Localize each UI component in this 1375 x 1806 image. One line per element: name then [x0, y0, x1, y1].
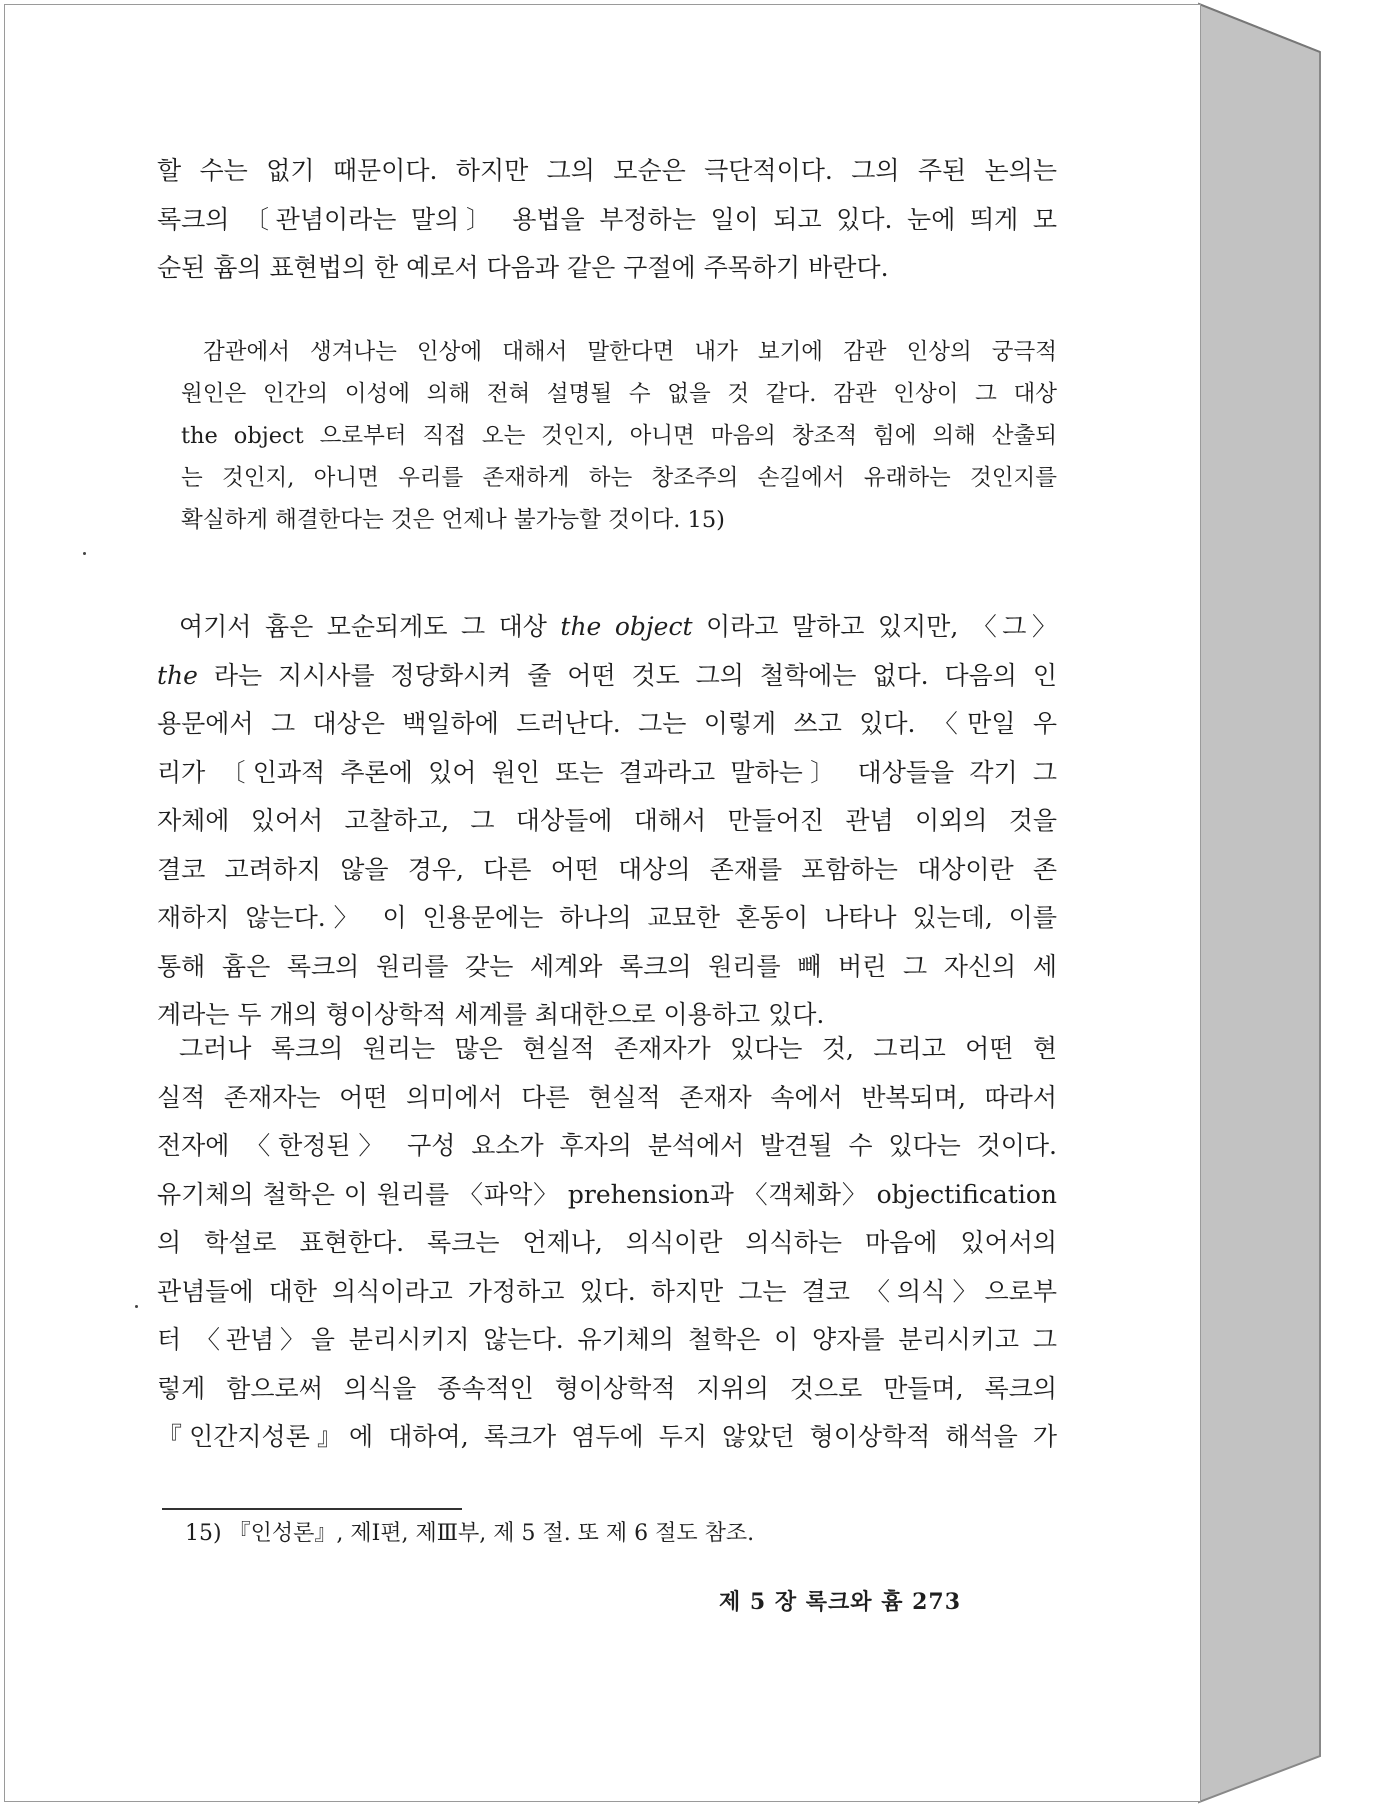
italic-term: the [157, 660, 198, 690]
italic-term: the object [560, 612, 693, 641]
text-line: 『인간지성론』에 대하여, 록크가 염두에 두지 않았던 형이상학적 해석을 가 [157, 1422, 1057, 1451]
text-line: 렇게 함으로써 의식을 종속적인 형이상학적 지위의 것으로 만들며, 록크의 [157, 1373, 1057, 1403]
text-span: 이라고 말하고 있지만, 〈그〉 [692, 612, 1057, 641]
book-page [4, 4, 1201, 1802]
text-line: 자체에 있어서 고찰하고, 그 대상들에 대해서 만들어진 관념 이외의 것을 [157, 806, 1057, 835]
text-line: 터 〈관념〉을 분리시키지 않는다. 유기체의 철학은 이 양자를 분리시키고 그 [157, 1325, 1057, 1354]
text-span: 여기서 흄은 모순되게도 그 대상 [179, 612, 561, 641]
text-line [157, 652, 1057, 701]
text-line: 관념들에 대한 의식이라고 가정하고 있다. 하지만 그는 결코 〈의식〉으로부 [157, 1276, 1057, 1306]
text-line: 재하지 않는다.〉 이 인용문에는 하나의 교묘한 혼동이 나타나 있는데, 이를 [157, 903, 1057, 932]
text-line: 용문에서 그 대상은 백일하에 드러난다. 그는 이렇게 쓰고 있다. 〈만일 우 [157, 709, 1057, 738]
main-paragraph [157, 603, 1057, 1040]
text-line: 순된 흄의 표현법의 한 예로서 다음과 같은 구절에 주목하기 바란다. [157, 253, 889, 282]
text-line: 할 수는 없기 때문이다. 하지만 그의 모순은 극단적이다. 그의 주된 논의는 [157, 156, 1057, 185]
scan-speck [83, 552, 86, 555]
block-quote [181, 331, 1057, 541]
continuing-paragraph [157, 1025, 1057, 1462]
text-line: 록크의 〔관념이라는 말의〕 용법을 부정하는 일이 되고 있다. 눈에 띄게 모 [157, 204, 1057, 234]
text-line: 리가 〔인과적 추론에 있어 원인 또는 결과라고 말하는〕 대상들을 각기 그 [157, 757, 1057, 787]
quote-line: 는 것인지, 아니면 우리를 존재하게 하는 창조주의 손길에서 유래하는 것인지를 [181, 465, 1057, 491]
scan-speck [135, 1305, 138, 1308]
running-footer: 제 5 장 록크와 흄 273 [719, 1589, 962, 1615]
footnote-divider [162, 1508, 462, 1510]
quote-line: the object 으로부터 직접 오는 것인지, 아니면 마음의 창조적 힘에 의해 산출되 [181, 423, 1057, 449]
footnote: 15) 『인성론』, 제Ⅰ편, 제Ⅲ부, 제 5 절. 또 제 6 절도 참조. [185, 1521, 755, 1546]
text-span: 라는 지시사를 정당화시켜 줄 어떤 것도 그의 철학에는 없다. 다음의 인 [197, 660, 1057, 690]
quote-line: 감관에서 생겨나는 인상에 대해서 말한다면 내가 보기에 감관 인상의 궁극적 [203, 339, 1057, 365]
text-line: 그러나 록크의 원리는 많은 현실적 존재자가 있다는 것, 그리고 어떤 현 [179, 1034, 1057, 1063]
text-line: 계라는 두 개의 형이상학적 세계를 최대한으로 이용하고 있다. [157, 1000, 825, 1029]
text-line [157, 603, 1057, 652]
text-line: 실적 존재자는 어떤 의미에서 다른 현실적 존재자 속에서 반복되며, 따라서 [157, 1082, 1057, 1112]
text-line: 전자에 〈한정된〉 구성 요소가 후자의 분석에서 발견될 수 있다는 것이다. [157, 1131, 1057, 1160]
text-line: 통해 흄은 록크의 원리를 갖는 세계와 록크의 원리를 빼 버린 그 자신의 세 [157, 951, 1057, 981]
text-line: 유기체의 철학은 이 원리를 〈파악〉 prehension과 〈객체화〉 objectification [157, 1179, 1057, 1209]
intro-paragraph [157, 147, 1057, 293]
text-line: 의 학설로 표현한다. 록크는 언제나, 의식이란 의식하는 마음에 있어서의 [157, 1228, 1057, 1257]
quote-line: 원인은 인간의 이성에 의해 전혀 설명될 수 없을 것 같다. 감관 인상이 그 대상 [181, 381, 1057, 407]
text-line: 결코 고려하지 않을 경우, 다른 어떤 대상의 존재를 포함하는 대상이란 존 [157, 854, 1057, 884]
quote-line: 확실하게 해결한다는 것은 언제나 불가능할 것이다. 15) [181, 507, 725, 533]
